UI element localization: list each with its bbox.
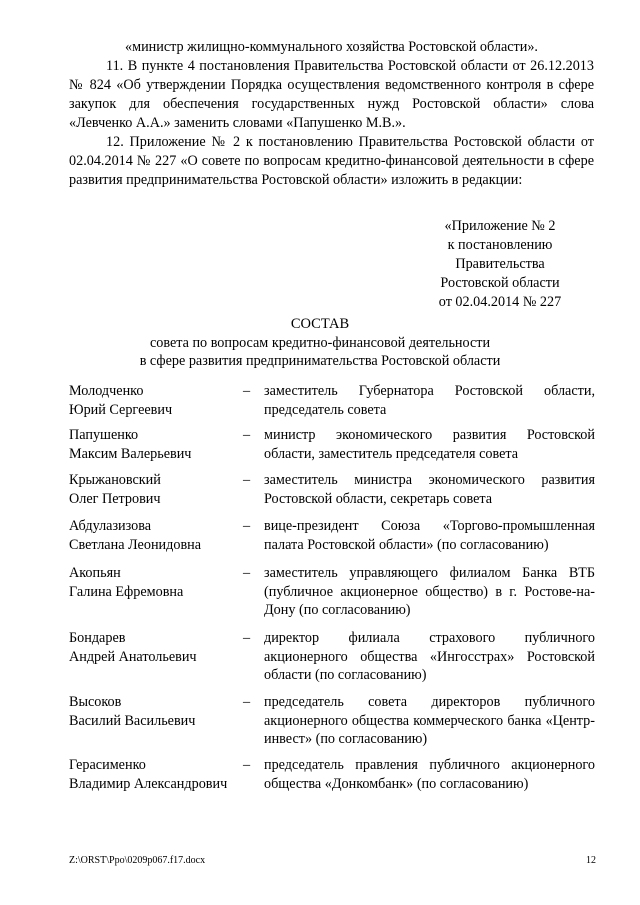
member-name [69,426,239,463]
member-surname: Крыжановский [69,472,161,488]
member-given-name: Светлана Леонидовна [69,536,202,553]
member-name [69,382,239,419]
dash-separator: – [243,757,251,773]
member-role: председатель совета директоров публичного акционерного общества коммерческого банка «Центр-инвест» (по согласованию) [264,694,595,747]
appendix-line: от 02.04.2014 № 227 [438,294,562,310]
member-role: заместитель министра экономического развития Ростовской области, секретарь совета [264,472,595,507]
paragraph-item-11: 11. В пункте 4 постановления Правительства Ростовской области от 26.12.2013 № 824 «Об утверждении Порядка осуществления ведомственного контроля в сфере закупок для обеспечения государственных нужд Ростовской области» слова «Левченко А.А.» заменить словами «Папушенко М.В.». [69,58,594,131]
appendix-line: Правительства [455,256,545,272]
member-given-name: Юрий Сергеевич [69,401,173,418]
member-surname: Акопьян [69,565,121,581]
footer-file-path: Z:\ORST\Ppo\0209p067.f17.docx [69,855,206,866]
member-surname: Высоков [69,694,122,710]
appendix-line: Ростовской области [440,275,560,291]
member-role: вице-президент Союза «Торгово-промышленная палата Ростовской области» (по согласованию) [264,518,595,553]
member-name [69,756,239,793]
member-role: директор филиала страхового публичного акционерного общества «Ингосстрах» Ростовской области (по согласованию) [264,630,595,683]
dash-separator: – [243,630,251,646]
member-given-name: Максим Валерьевич [69,445,192,462]
member-name [69,517,239,554]
member-given-name: Галина Ефремовна [69,583,184,600]
appendix-header [400,217,600,312]
dash-separator: – [243,383,251,399]
dash-separator: – [243,518,251,534]
member-given-name: Олег Петрович [69,490,161,507]
member-role: председатель правления публичного акционерного общества «Донкомбанк» (по согласованию) [264,757,595,792]
dash-separator: – [243,472,251,488]
appendix-line: к постановлению [447,237,553,253]
dash-separator: – [243,427,251,443]
member-role: заместитель управляющего филиалом Банка ВТБ (публичное акционерное общество) в г. Ростове-на-Дону (по согласованию) [264,565,595,618]
member-given-name: Владимир Александрович [69,775,228,792]
member-role: министр экономического развития Ростовской области, заместитель председателя совета [264,427,595,462]
member-name [69,471,239,508]
member-role: заместитель Губернатора Ростовской области, председатель совета [264,383,595,418]
member-surname: Папушенко [69,427,139,443]
member-given-name: Андрей Анатольевич [69,648,197,665]
member-given-name: Василий Васильевич [69,712,196,729]
member-name [69,564,239,601]
sostav-subtitle-line2: в сфере развития предпринимательства Ростовской области [139,353,501,369]
dash-separator: – [243,694,251,710]
sostav-subtitle-line1: совета по вопросам кредитно-финансовой деятельности [149,335,491,351]
sostav-title: СОСТАВ [290,316,350,332]
member-surname: Герасименко [69,757,146,773]
member-surname: Бондарев [69,630,126,646]
footer-page-number: 12 [586,855,596,866]
paragraph-item-12: 12. Приложение № 2 к постановлению Правительства Ростовской области от 02.04.2014 № 227 «О совете по вопросам кредитно-финансовой деятельности в сфере развития предпринимательства Ростовской области» изложить в редакции: [69,134,594,188]
member-name [69,693,239,730]
member-name [69,629,239,666]
appendix-line: «Приложение № 2 [444,218,556,234]
paragraph-closing-quote: «министр жилищно-коммунального хозяйства Ростовской области». [125,39,538,55]
dash-separator: – [243,565,251,581]
member-surname: Молодченко [69,383,144,399]
member-surname: Абдулазизова [69,518,152,534]
